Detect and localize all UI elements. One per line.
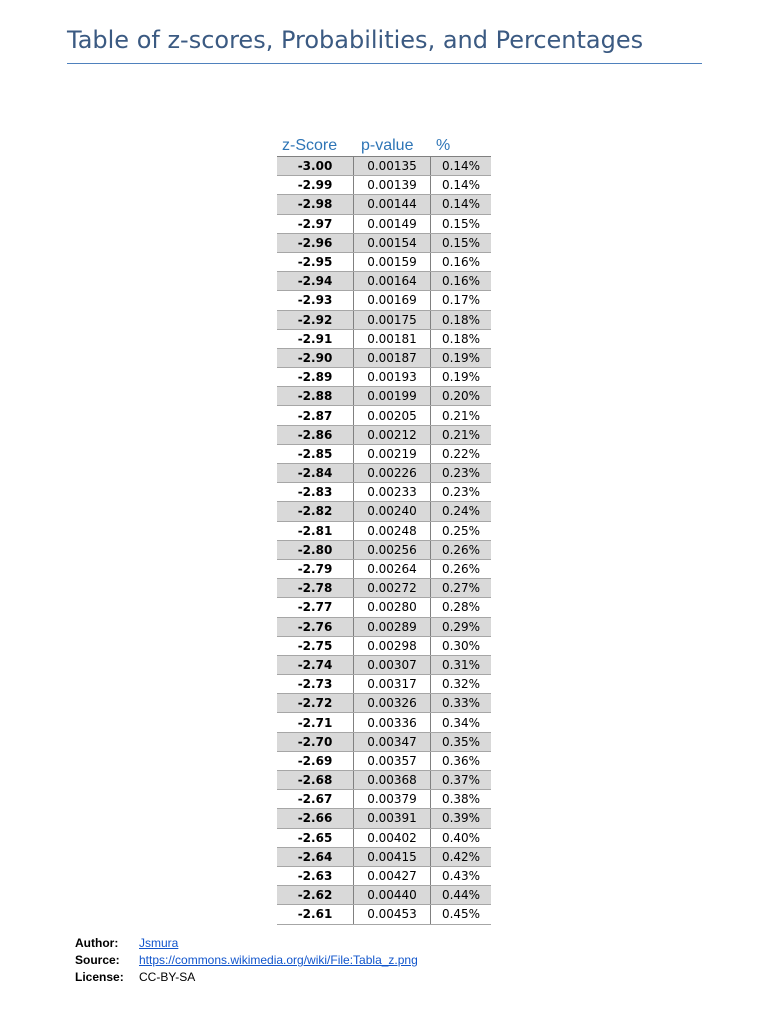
percent-cell: 0.34%	[441, 715, 481, 730]
percent-cell: 0.23%	[441, 485, 481, 500]
table-row	[277, 579, 491, 598]
percent-cell: 0.16%	[441, 255, 481, 270]
title-divider	[67, 63, 702, 64]
z-score-cell: -2.80	[277, 541, 354, 559]
z-score-cell: -2.67	[277, 790, 354, 808]
table-row	[277, 771, 491, 790]
z-score-cell: -2.65	[277, 829, 354, 847]
percent-cell: 0.25%	[441, 523, 481, 538]
percent-cell: 0.22%	[441, 446, 481, 461]
p-value-cell: 0.00164	[354, 272, 431, 290]
percent-cell: 0.21%	[441, 408, 481, 423]
percent-cell: 0.18%	[441, 331, 481, 346]
z-score-cell: -2.79	[277, 560, 354, 578]
p-value-cell: 0.00193	[354, 368, 431, 386]
percent-cell: 0.37%	[441, 773, 481, 788]
table-header	[277, 132, 491, 156]
table-body	[277, 156, 491, 925]
header-z-score: z-Score	[282, 137, 338, 154]
author-link[interactable]: Jsmura	[139, 936, 179, 950]
p-value-cell: 0.00256	[354, 541, 431, 559]
p-value-cell: 0.00298	[354, 637, 431, 655]
z-score-cell: -2.84	[277, 464, 354, 482]
p-value-cell: 0.00379	[354, 790, 431, 808]
percent-cell: 0.23%	[441, 466, 481, 481]
percent-cell: 0.14%	[441, 159, 481, 174]
p-value-cell: 0.00135	[354, 157, 431, 175]
license-label: License:	[75, 970, 124, 984]
z-score-cell: -2.73	[277, 675, 354, 693]
percent-cell: 0.42%	[441, 849, 481, 864]
p-value-cell: 0.00139	[354, 176, 431, 194]
table-row	[277, 311, 491, 330]
percent-cell: 0.43%	[441, 869, 481, 884]
p-value-cell: 0.00336	[354, 713, 431, 731]
p-value-cell: 0.00307	[354, 656, 431, 674]
z-score-cell: -2.64	[277, 848, 354, 866]
percent-cell: 0.32%	[441, 677, 481, 692]
table-row	[277, 733, 491, 752]
source-link[interactable]: https://commons.wikimedia.org/wiki/File:Tabla_z.png	[139, 953, 418, 967]
z-score-cell: -2.71	[277, 713, 354, 731]
source-row	[75, 952, 418, 969]
table-row	[277, 560, 491, 579]
table-row	[277, 368, 491, 387]
percent-cell: 0.17%	[441, 293, 481, 308]
author-row	[75, 935, 418, 952]
p-value-cell: 0.00169	[354, 291, 431, 309]
z-score-cell: -2.76	[277, 618, 354, 636]
z-score-cell: -2.98	[277, 195, 354, 213]
table-row	[277, 195, 491, 214]
p-value-cell: 0.00240	[354, 502, 431, 520]
percent-cell: 0.26%	[441, 542, 481, 557]
z-score-cell: -2.87	[277, 406, 354, 424]
table-row	[277, 656, 491, 675]
z-score-cell: -2.82	[277, 502, 354, 520]
percent-cell: 0.21%	[441, 427, 481, 442]
percent-cell: 0.33%	[441, 696, 481, 711]
p-value-cell: 0.00317	[354, 675, 431, 693]
p-value-cell: 0.00226	[354, 464, 431, 482]
p-value-cell: 0.00357	[354, 752, 431, 770]
percent-cell: 0.31%	[441, 657, 481, 672]
z-score-cell: -2.75	[277, 637, 354, 655]
percent-cell: 0.26%	[441, 562, 481, 577]
z-score-cell: -2.89	[277, 368, 354, 386]
table-row	[277, 790, 491, 809]
table-row	[277, 272, 491, 291]
z-score-cell: -2.63	[277, 867, 354, 885]
percent-cell: 0.27%	[441, 581, 481, 596]
z-score-cell: -2.78	[277, 579, 354, 597]
p-value-cell: 0.00212	[354, 426, 431, 444]
p-value-cell: 0.00440	[354, 886, 431, 904]
table-row	[277, 848, 491, 867]
percent-cell: 0.29%	[441, 619, 481, 634]
table-row	[277, 694, 491, 713]
percent-cell: 0.20%	[441, 389, 481, 404]
z-score-cell: -2.97	[277, 215, 354, 233]
table-row	[277, 445, 491, 464]
percent-cell: 0.35%	[441, 734, 481, 749]
percent-cell: 0.14%	[441, 197, 481, 212]
license-row	[75, 969, 418, 986]
table-row	[277, 637, 491, 656]
p-value-cell: 0.00199	[354, 387, 431, 405]
percent-cell: 0.15%	[441, 235, 481, 250]
z-score-cell: -3.00	[277, 157, 354, 175]
z-score-cell: -2.88	[277, 387, 354, 405]
percent-cell: 0.28%	[441, 600, 481, 615]
p-value-cell: 0.00159	[354, 253, 431, 271]
p-value-cell: 0.00289	[354, 618, 431, 636]
percent-cell: 0.30%	[441, 638, 481, 653]
p-value-cell: 0.00280	[354, 598, 431, 616]
table-row	[277, 809, 491, 828]
table-row	[277, 675, 491, 694]
table-row	[277, 291, 491, 310]
z-score-cell: -2.90	[277, 349, 354, 367]
attribution	[75, 935, 418, 986]
z-score-cell: -2.83	[277, 483, 354, 501]
table-row	[277, 157, 491, 176]
p-value-cell: 0.00453	[354, 905, 431, 923]
z-score-cell: -2.99	[277, 176, 354, 194]
table-row	[277, 176, 491, 195]
p-value-cell: 0.00272	[354, 579, 431, 597]
table-row	[277, 234, 491, 253]
percent-cell: 0.18%	[441, 312, 481, 327]
p-value-cell: 0.00181	[354, 330, 431, 348]
p-value-cell: 0.00391	[354, 809, 431, 827]
table-row	[277, 752, 491, 771]
p-value-cell: 0.00175	[354, 311, 431, 329]
percent-cell: 0.19%	[441, 350, 481, 365]
z-score-cell: -2.77	[277, 598, 354, 616]
p-value-cell: 0.00415	[354, 848, 431, 866]
table-row	[277, 464, 491, 483]
z-score-cell: -2.81	[277, 522, 354, 540]
percent-cell: 0.24%	[441, 504, 481, 519]
license-value: CC-BY-SA	[139, 970, 196, 984]
author-label: Author:	[75, 936, 119, 950]
table-row	[277, 426, 491, 445]
z-score-cell: -2.95	[277, 253, 354, 271]
z-score-cell: -2.69	[277, 752, 354, 770]
p-value-cell: 0.00187	[354, 349, 431, 367]
table-row	[277, 829, 491, 848]
percent-cell: 0.45%	[441, 907, 481, 922]
percent-cell: 0.14%	[441, 178, 481, 193]
header-percent: %	[436, 137, 451, 154]
z-score-cell: -2.85	[277, 445, 354, 463]
table-row	[277, 387, 491, 406]
p-value-cell: 0.00233	[354, 483, 431, 501]
percent-cell: 0.38%	[441, 792, 481, 807]
z-score-cell: -2.86	[277, 426, 354, 444]
z-score-cell: -2.94	[277, 272, 354, 290]
table-row	[277, 522, 491, 541]
table-row	[277, 502, 491, 521]
header-p-value: p-value	[361, 137, 414, 154]
table-row	[277, 215, 491, 234]
table-row	[277, 867, 491, 886]
percent-cell: 0.40%	[441, 830, 481, 845]
z-score-cell: -2.62	[277, 886, 354, 904]
table-row	[277, 541, 491, 560]
p-value-cell: 0.00248	[354, 522, 431, 540]
p-value-cell: 0.00326	[354, 694, 431, 712]
percent-cell: 0.15%	[441, 216, 481, 231]
z-score-cell: -2.91	[277, 330, 354, 348]
p-value-cell: 0.00205	[354, 406, 431, 424]
z-score-cell: -2.66	[277, 809, 354, 827]
p-value-cell: 0.00219	[354, 445, 431, 463]
percent-cell: 0.36%	[441, 753, 481, 768]
p-value-cell: 0.00347	[354, 733, 431, 751]
p-value-cell: 0.00149	[354, 215, 431, 233]
page-title: Table of z-scores, Probabilities, and Percentages	[67, 26, 644, 54]
table-row	[277, 886, 491, 905]
percent-cell: 0.39%	[441, 811, 481, 826]
z-score-cell: -2.74	[277, 656, 354, 674]
z-score-cell: -2.61	[277, 905, 354, 923]
p-value-cell: 0.00264	[354, 560, 431, 578]
table-row	[277, 618, 491, 637]
p-value-cell: 0.00368	[354, 771, 431, 789]
table-row	[277, 713, 491, 732]
z-score-cell: -2.70	[277, 733, 354, 751]
z-score-table	[277, 132, 491, 925]
source-label: Source:	[75, 953, 120, 967]
table-row	[277, 406, 491, 425]
table-row	[277, 253, 491, 272]
p-value-cell: 0.00154	[354, 234, 431, 252]
z-score-cell: -2.93	[277, 291, 354, 309]
percent-cell: 0.44%	[441, 888, 481, 903]
table-row	[277, 349, 491, 368]
table-row	[277, 598, 491, 617]
z-score-cell: -2.96	[277, 234, 354, 252]
z-score-cell: -2.68	[277, 771, 354, 789]
p-value-cell: 0.00402	[354, 829, 431, 847]
p-value-cell: 0.00427	[354, 867, 431, 885]
z-score-cell: -2.92	[277, 311, 354, 329]
p-value-cell: 0.00144	[354, 195, 431, 213]
table-row	[277, 330, 491, 349]
percent-cell: 0.16%	[441, 274, 481, 289]
percent-cell: 0.19%	[441, 370, 481, 385]
z-score-cell: -2.72	[277, 694, 354, 712]
table-row	[277, 483, 491, 502]
table-row	[277, 905, 491, 924]
